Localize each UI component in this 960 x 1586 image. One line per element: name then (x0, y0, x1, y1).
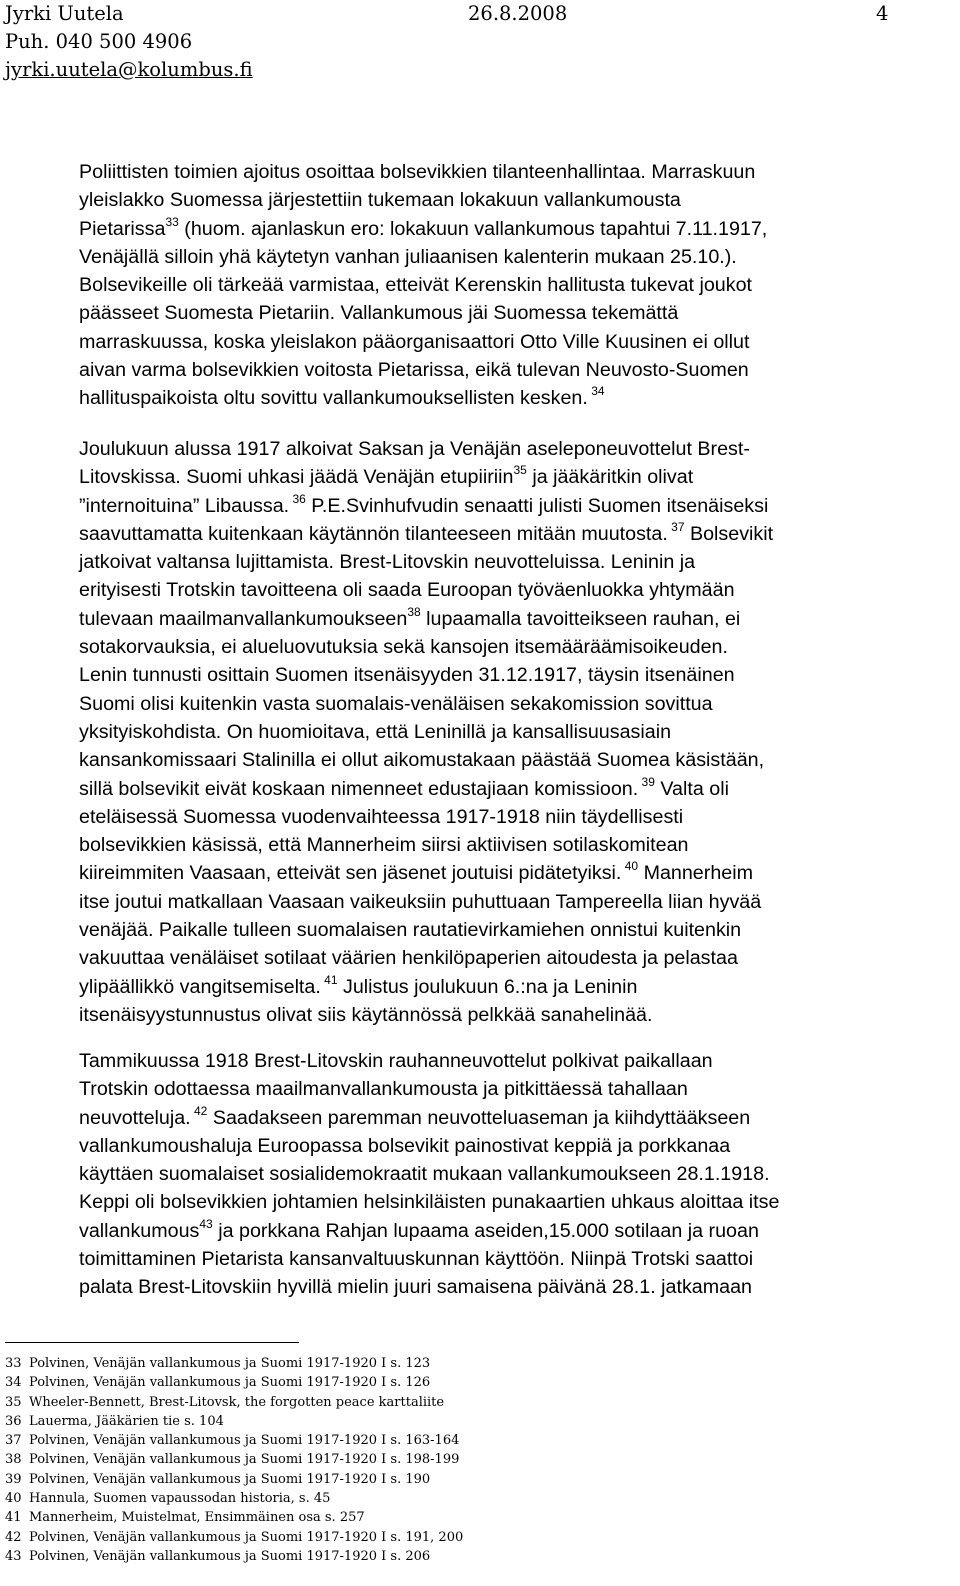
footnote-item (5, 1393, 463, 1412)
footnote-number: 43 (5, 1548, 22, 1564)
text-segment: kiireimmiten Vaasaan, etteivät sen jäsenet joutuisi pidätetyiksi. (79, 862, 622, 885)
footnote-ref: 36 (289, 491, 306, 506)
author-name: Jyrki Uutela (5, 2, 124, 25)
footnote-ref: 39 (638, 774, 655, 789)
text-segment: Bolsevikeille oli tärkeää varmistaa, etteivät Kerenskin hallitusta tukevat joukot (79, 274, 752, 297)
footnote-text: Polvinen, Venäjän vallankumous ja Suomi 1917-1920 I s. 198-199 (29, 1452, 460, 1468)
footnote-ref: 43 (199, 1216, 213, 1231)
text-segment: itsenäisyystunnustus olivat siis käytännössä pelkkää sanahelinää. (79, 1003, 653, 1026)
footnote-text: Polvinen, Venäjän vallankumous ja Suomi 1917-1920 I s. 191, 200 (29, 1529, 464, 1545)
footnote-number: 42 (5, 1529, 22, 1545)
footnote-ref: 34 (587, 384, 605, 399)
text-segment: Trotskin odottaessa maailmanvallankumousta ja pitkittäessä tahallaan (79, 1078, 688, 1101)
text-line (79, 243, 959, 271)
paragraph-2 (79, 435, 959, 1029)
text-segment: ja porkkana Rahjan lupaama aseiden,15.000 sotilaan ja ruoan (212, 1219, 759, 1242)
footnote-item (5, 1373, 463, 1392)
text-line (79, 1273, 959, 1301)
text-line (79, 746, 959, 774)
footnote-ref: 42 (190, 1103, 208, 1118)
text-segment: eteläisessä Suomessa vuodenvaihteessa 1917-1918 niin täydellisesti (79, 805, 684, 828)
text-segment: venäjää. Paikalle tulleen suomalaisen rautatievirkamiehen onnistui kuitenkin (79, 919, 742, 942)
text-line (79, 492, 959, 520)
footnote-item (5, 1470, 463, 1489)
text-line (79, 158, 959, 186)
text-line (79, 520, 959, 548)
text-segment: kansankomissaari Stalinilla ei ollut aikomustakaan päästää Suomea käsistään, (79, 749, 765, 772)
text-segment: vallankumoushaluja Euroopassa bolsevikit painostivat keppiä ja porkkanaa (79, 1134, 731, 1157)
footnote-text: Hannula, Suomen vapaussodan historia, s. 45 (29, 1491, 331, 1507)
text-segment: Pietarissa (79, 217, 166, 240)
text-line (79, 661, 959, 689)
text-segment: hallituspaikoista oltu sovittu vallankumouksellisten kesken. (79, 387, 588, 410)
text-line (79, 384, 959, 412)
text-segment: aivan varma bolsevikkien voitosta Pietarissa, eikä tulevan Neuvosto-Suomen (79, 359, 749, 382)
footnote-number: 35 (5, 1394, 22, 1410)
text-segment: erityisesti Trotskin tavoitteena oli saada Euroopan työväenluokka yhtymään (79, 579, 735, 602)
text-line (79, 859, 959, 887)
text-segment: Litovskissa. Suomi uhkasi jäädä Venäjän etupiiriin (79, 466, 514, 489)
text-segment: yksityiskohdista. On huomioitava, että Leninillä ja kansallisuusasiain (79, 720, 672, 743)
paragraph-3 (79, 1047, 959, 1302)
footnote-text: Polvinen, Venäjän vallankumous ja Suomi 1917-1920 I s. 123 (29, 1356, 431, 1371)
text-line (79, 1001, 959, 1029)
text-line (79, 1188, 959, 1216)
text-segment: Keppi oli bolsevikkien johtamien helsinkiläisten punakaartien uhkaus aloittaa itse (79, 1191, 780, 1214)
text-segment: ”internoituina” Libaussa. (79, 494, 290, 517)
email-link[interactable]: jyrki.uutela@kolumbus.fi (5, 58, 253, 81)
text-segment: sotakorvauksia, ei alueluovutuksia sekä kansojen itsemääräämisoikeuden. (79, 636, 728, 659)
footnote-text: Polvinen, Venäjän vallankumous ja Suomi 1917-1920 I s. 126 (29, 1375, 431, 1391)
page-number: 4 (876, 2, 889, 25)
text-line (79, 463, 959, 491)
text-line (79, 1132, 959, 1160)
footnote-ref: 35 (513, 463, 527, 478)
footnote-text: Lauerma, Jääkärien tie s. 104 (29, 1413, 224, 1429)
text-segment: käyttäen suomalaiset sosialidemokraatit mukaan vallankumoukseen 28.1.1918. (79, 1163, 770, 1186)
footnote-item (5, 1431, 463, 1450)
text-segment: Bolsevikit (684, 522, 774, 545)
footnote-text: Mannerheim, Muistelmat, Ensimmäinen osa s. 257 (29, 1510, 365, 1526)
text-segment: ja jääkäritkin olivat (526, 466, 694, 489)
page-header (5, 0, 253, 84)
footnote-number: 33 (5, 1356, 22, 1371)
footnote-ref: 40 (621, 859, 639, 874)
footnote-ref: 33 (165, 214, 179, 229)
text-line (79, 633, 959, 661)
text-line (79, 775, 959, 803)
text-line (79, 1104, 959, 1132)
text-line (79, 1047, 959, 1075)
footnote-number: 37 (5, 1433, 22, 1449)
text-line (79, 271, 959, 299)
footnote-ref: 37 (667, 519, 685, 534)
text-line (79, 576, 959, 604)
footnote-item (5, 1489, 463, 1508)
footnote-number: 38 (5, 1452, 22, 1468)
text-segment: Julistus joulukuun 6.:na ja Leninin (337, 975, 638, 998)
footnote-item (5, 1528, 463, 1547)
text-line (79, 916, 959, 944)
text-segment: marraskuussa, koska yleislakon pääorganisaattori Otto Ville Kuusinen ei ollut (79, 330, 750, 353)
header-date: 26.8.2008 (468, 2, 568, 25)
footnote-separator (5, 1342, 299, 1343)
footnote-text: Polvinen, Venäjän vallankumous ja Suomi 1917-1920 I s. 206 (29, 1548, 431, 1564)
footnote-text: Polvinen, Venäjän vallankumous ja Suomi 1917-1920 I s. 163-164 (29, 1433, 460, 1449)
text-line (79, 831, 959, 859)
text-line (79, 973, 959, 1001)
text-segment: P.E.Svinhufvudin senaatti julisti Suomen itsenäiseksi (305, 494, 769, 517)
text-segment: Suomi olisi kuitenkin vasta suomalais-venäläisen sekakomission sovittua (79, 692, 713, 715)
phone-number: Puh. 040 500 4906 (5, 30, 193, 53)
footnote-number: 40 (5, 1491, 22, 1507)
footnote-number: 41 (5, 1510, 22, 1526)
text-segment: Venäjällä silloin yhä käytetyn vanhan juliaanisen kalenterin mukaan 25.10.). (79, 245, 737, 268)
text-segment: päässeet Suomesta Pietariin. Vallankumous jäi Suomessa tekemättä (79, 302, 679, 325)
text-segment: Lenin tunnusti osittain Suomen itsenäisyyden 31.12.1917, täysin itsenäinen (79, 664, 735, 687)
footnote-number: 39 (5, 1471, 22, 1487)
footnote-ref: 38 (407, 604, 421, 619)
text-segment: Mannerheim (638, 862, 753, 885)
paragraph-1 (79, 158, 959, 413)
text-line (79, 1217, 959, 1245)
text-line (79, 803, 959, 831)
text-line (79, 548, 959, 576)
text-line (79, 888, 959, 916)
text-segment: tulevaan maailmanvallankumoukseen (79, 607, 408, 630)
text-segment: vallankumous (79, 1219, 200, 1242)
text-line (79, 690, 959, 718)
footnotes-list (5, 1354, 463, 1566)
text-segment: (huom. ajanlaskun ero: lokakuun vallankumous tapahtui 7.11.1917, (178, 217, 768, 240)
footnote-item (5, 1354, 463, 1373)
text-segment: jatkoivat valtansa lujittamista. Brest-Litovskin neuvotteluissa. Leninin ja (79, 551, 696, 574)
text-segment: Valta oli (654, 777, 729, 800)
footnote-item (5, 1547, 463, 1566)
text-segment: sillä bolsevikit eivät koskaan nimenneet edustajiaan komissioon. (79, 777, 639, 800)
text-line (79, 356, 959, 384)
text-line (79, 944, 959, 972)
text-segment: neuvotteluja. (79, 1106, 191, 1129)
footnote-number: 34 (5, 1375, 22, 1391)
text-segment: toimittaminen Pietarista kansanvaltuuskunnan käyttöön. Niinpä Trotski saattoi (79, 1248, 754, 1271)
text-segment: bolsevikkien käsissä, että Mannerheim siirsi aktiivisen sotilaskomitean (79, 834, 689, 857)
text-segment: lupaamalla tavoitteikseen rauhan, ei (420, 607, 741, 630)
text-segment: palata Brest-Litovskiin hyvillä mielin juuri samaisena päivänä 28.1. jatkamaan (79, 1276, 752, 1299)
text-segment: Joulukuun alussa 1917 alkoivat Saksan ja Venäjän aseleponeuvottelut Brest- (79, 438, 750, 460)
footnote-item (5, 1508, 463, 1527)
text-line (79, 435, 959, 463)
text-segment: Saadakseen paremman neuvotteluaseman ja kiihdyttääkseen (207, 1106, 751, 1129)
text-segment: saavuttamatta kuitenkaan käytännön tilanteeseen mitään muutosta. (79, 522, 668, 545)
text-segment: vakuuttaa venäläiset sotilaat väärien henkilöpaperien aitoudesta ja pelastaa (79, 947, 738, 970)
text-line (79, 1075, 959, 1103)
footnote-ref: 41 (320, 972, 338, 987)
text-line (79, 718, 959, 746)
text-segment: itse joutui matkallaan Vaasaan vaikeuksiin puhuttuaan Tampereella liian hyvää (79, 890, 762, 913)
text-segment: Poliittisten toimien ajoitus osoittaa bolsevikkien tilanteenhallintaa. Marraskuun (79, 161, 756, 183)
text-line (79, 328, 959, 356)
text-line (79, 605, 959, 633)
text-segment: yleislakko Suomessa järjestettiin tukemaan lokakuun vallankumousta (79, 189, 681, 212)
text-line (79, 215, 959, 243)
footnote-item (5, 1450, 463, 1469)
text-line (79, 1160, 959, 1188)
text-segment: Tammikuussa 1918 Brest-Litovskin rauhanneuvottelut polkivat paikallaan (79, 1050, 713, 1072)
footnote-item (5, 1412, 463, 1431)
text-line (79, 186, 959, 214)
footnote-text: Wheeler-Bennett, Brest-Litovsk, the forgotten peace karttaliite (29, 1394, 445, 1410)
text-segment: ylipäällikkö vangitsemiselta. (79, 975, 321, 998)
footnote-number: 36 (5, 1413, 22, 1429)
text-line (79, 1245, 959, 1273)
footnote-text: Polvinen, Venäjän vallankumous ja Suomi 1917-1920 I s. 190 (29, 1471, 431, 1487)
text-line (79, 299, 959, 327)
